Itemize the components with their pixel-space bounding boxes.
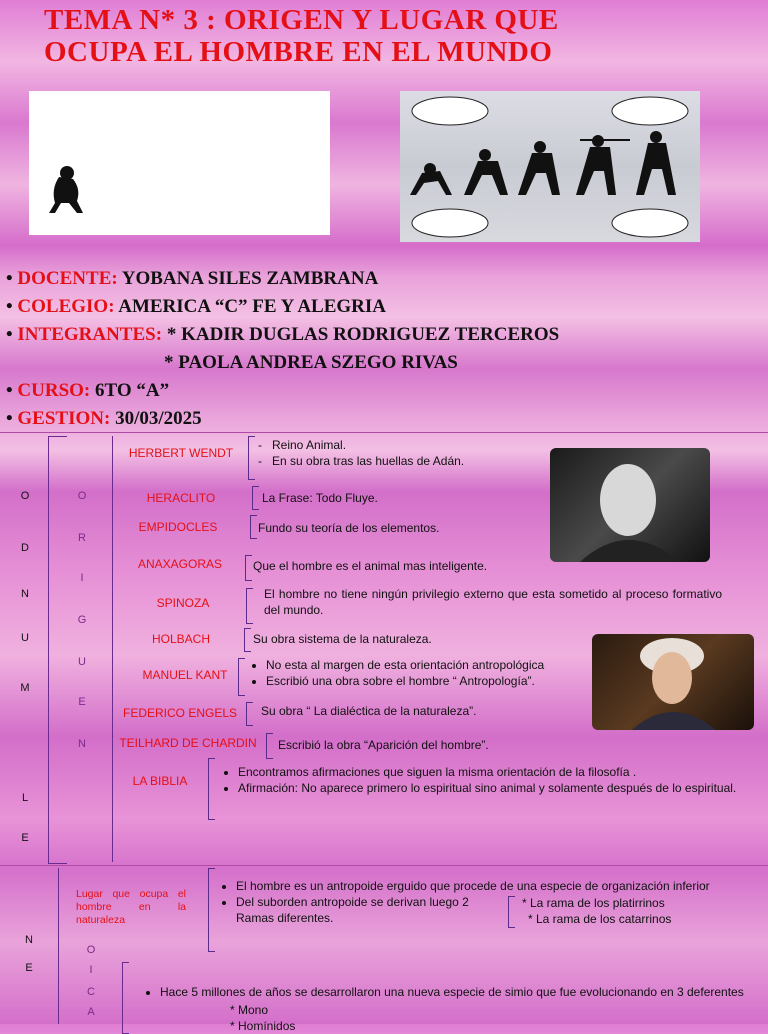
author-name: FEDERICO ENGELS xyxy=(122,706,238,720)
brace xyxy=(252,486,259,510)
origen-letter: N xyxy=(78,738,86,750)
brace xyxy=(122,962,129,1034)
author-desc: Su obra sistema de la naturaleza. xyxy=(253,632,432,646)
brace xyxy=(246,588,253,624)
author-desc: El hombre no tiene ningún privilegio externo que esta sometido al proceso formativo del mundo. xyxy=(264,587,722,617)
lugar-desc: • El hombre es un antropoide erguido que procede de una especie de organización inferior • Del suborden antropoide se derivan luego 2 Ramas diferentes. xyxy=(222,878,768,926)
origen-letter: R xyxy=(78,532,86,544)
bottom-desc: • Hace 5 millones de años se desarrollaron una nueva especie de simio que fue evolucionando en 3 deferentes xyxy=(146,984,746,1000)
brace xyxy=(208,758,215,820)
lugar-label: Lugar que ocupa el hombre en la naturaleza xyxy=(76,888,186,926)
colegio-line: • COLEGIO: AMERICA “C” FE Y ALEGRIA xyxy=(6,296,387,317)
author-desc: - Reino Animal. - En su obra tras las huellas de Adán. xyxy=(258,438,465,468)
author-desc: • No esta al margen de esta orientación antropológica • Escribió una obra sobre el hombre “ Antropología”. xyxy=(252,657,544,689)
lower-bracket xyxy=(58,868,63,1024)
origen-letter: I xyxy=(80,572,84,584)
curso-line: • CURSO: 6TO “A” xyxy=(6,380,170,401)
mundo-letter: N xyxy=(21,588,29,600)
mundo-letter: M xyxy=(20,682,30,694)
ramas-list: * La rama de los platirrinos * La rama de los catarrinos xyxy=(522,896,672,926)
oica-letter: I xyxy=(89,964,93,976)
brace xyxy=(245,555,252,581)
brace xyxy=(246,702,253,726)
oica-letter: O xyxy=(86,944,96,956)
origen-bracket xyxy=(112,436,117,862)
author-desc: Que el hombre es el animal mas inteligente. xyxy=(253,559,488,573)
author-name: ANAXAGORAS xyxy=(137,557,223,571)
mundo-letter: O xyxy=(20,490,30,502)
origen-letter: E xyxy=(78,696,86,708)
author-name: TEILHARD DE CHARDIN xyxy=(119,736,257,750)
person-icon xyxy=(592,634,754,730)
mundo-letter: E xyxy=(21,832,29,844)
brace xyxy=(248,436,255,480)
author-desc: Su obra “ La dialéctica de la naturaleza”. xyxy=(261,704,477,718)
origen-letter: U xyxy=(78,656,86,668)
author-desc: Escribió la obra “Aparición del hombre”. xyxy=(278,738,489,752)
en-letter: N xyxy=(25,934,33,946)
divider xyxy=(0,432,768,433)
brace xyxy=(508,896,515,928)
origen-letter: O xyxy=(77,490,87,502)
brace xyxy=(266,733,273,759)
author-name: MANUEL KANT xyxy=(142,668,228,682)
evolution-icon xyxy=(400,91,700,242)
author-desc: La Frase: Todo Fluye. xyxy=(262,491,378,505)
mundo-letter: L xyxy=(21,792,29,804)
integrantes-line: • INTEGRANTES: * KADIR DUGLAS RODRIGUEZ TERCEROS xyxy=(6,324,560,345)
brace xyxy=(208,868,215,952)
person-icon xyxy=(550,448,710,562)
author-name: EMPIDOCLES xyxy=(138,520,218,534)
divider xyxy=(0,865,768,866)
mono-list: * Mono * Homínidos xyxy=(230,1003,296,1033)
kant-portrait xyxy=(592,634,754,730)
author-desc: • Encontramos afirmaciones que siguen la misma orientación de la filosofía . • Afirmación: No aparece primero lo espiritual sino animal y solamente después de lo espiritual. xyxy=(224,764,764,796)
brace xyxy=(250,515,257,539)
ape-image xyxy=(29,91,330,235)
author-name: LA BIBLIA xyxy=(132,774,188,788)
author-name: SPINOZA xyxy=(156,596,210,610)
mundo-letter: D xyxy=(21,542,29,554)
oica-letter: C xyxy=(87,986,95,998)
evolution-image xyxy=(400,91,700,242)
mundo-letter: U xyxy=(21,632,29,644)
brace xyxy=(238,658,245,696)
en-letter: E xyxy=(25,962,33,974)
brace xyxy=(244,628,251,652)
author-name: HOLBACH xyxy=(151,632,210,646)
author-name: HERACLITO xyxy=(146,491,216,505)
author-desc: Fundo su teoría de los elementos. xyxy=(258,521,440,535)
author-name: HERBERT WENDT xyxy=(128,446,234,460)
portrait-photo xyxy=(550,448,710,562)
docente-line: • DOCENTE: YOBANA SILES ZAMBRANA xyxy=(6,268,379,289)
oica-letter: A xyxy=(87,1006,95,1018)
integrante-2: * PAOLA ANDREA SZEGO RIVAS xyxy=(164,352,458,373)
mundo-bracket xyxy=(48,436,67,864)
gestion-line: • GESTION: 30/03/2025 xyxy=(6,408,202,429)
page-title: TEMA N* 3 : ORIGEN Y LUGAR QUE OCUPA EL HOMBRE EN EL MUNDO xyxy=(44,4,559,68)
ape-icon xyxy=(37,159,97,219)
origen-letter: G xyxy=(77,614,87,626)
